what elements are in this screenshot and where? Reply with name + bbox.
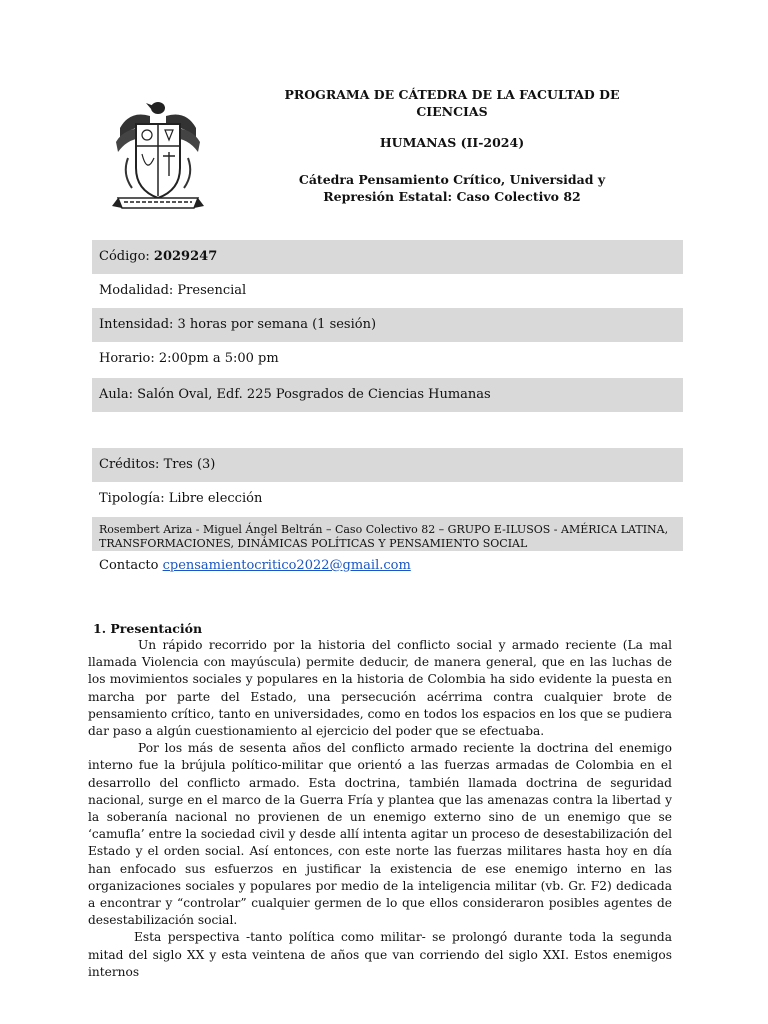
- info-row-codigo: [92, 240, 683, 274]
- info-row-horario: Horario: 2:00pm a 5:00 pm: [99, 351, 279, 366]
- info-row-contacto: [92, 556, 683, 576]
- paragraph-3: Esta perspectiva -tanto política como militar- se prolongó durante toda la segunda mitad del siglo XX y esta veintena de años que van corriendo del siglo XXI. Estos enemigos internos: [88, 930, 672, 979]
- paragraph-2: Por los más de sesenta años del conflicto armado reciente la doctrina del enemigo interno fue la brújula político-militar que orientó a las fuerzas armadas de Colombia en el desarrollo del conflicto armado. Esta doctrina, también llamada doctrina de seguridad nacional, surge en el marco de la Guerra Fría y plantea que las amenazas contra la libertad y la soberanía nacional no provienen de un enemigo externo sino de un enemigo que se ‘camufla’ entre la sociedad civil y desde allí intenta agitar un proceso de desestabilización del Estado y el orden social. Así entonces, con este norte las fuerzas militares hasta hoy en día han enfocado sus esfuerzos en justificar la existencia de ese enemigo interno en las organizaciones sociales y populares por medio de la inteligencia militar (vb. Gr. F2) dedicada a encontrar y “controlar” cualquier germen de lo que ellos consideraron posibles agentes de desestabilización social.: [88, 741, 672, 928]
- document-header: [262, 86, 642, 205]
- info-row-aula: Aula: Salón Oval, Edf. 225 Posgrados de Ciencias Humanas: [92, 378, 683, 412]
- course-subtitle: Cátedra Pensamiento Crítico, Universidad y Represión Estatal: Caso Colectivo 82: [298, 172, 606, 204]
- contacto-label: Contacto: [99, 558, 163, 573]
- contact-email-link[interactable]: cpensamientocritico2022@gmail.com: [162, 558, 411, 573]
- title-line-2: HUMANAS (II-2024): [379, 135, 525, 150]
- info-row-intensidad: Intensidad: 3 horas por semana (1 sesión): [92, 308, 683, 342]
- section-heading: 1. Presentación: [93, 621, 203, 636]
- codigo-value: 2029247: [153, 249, 218, 264]
- title-line-1: PROGRAMA DE CÁTEDRA DE LA FACULTAD DE CIENCIAS: [284, 87, 620, 119]
- info-row-modalidad: Modalidad: Presencial: [99, 283, 247, 298]
- university-seal-logo: [110, 98, 206, 218]
- info-row-tipologia: Tipología: Libre elección: [99, 491, 263, 506]
- paragraph-1: Un rápido recorrido por la historia del conflicto social y armado reciente (La mal llamada Violencia con mayúscula) permite deducir, de manera general, que en las luchas de los movimientos sociales y populares en la historia de Colombia ha sido evidente la puesta en marcha por parte del Estado, una persecución acérrima contra cualquier brote de pensamiento crítico, tanto en universidades, como en todos los espacios en los que se pudiera dar paso a algún cuestionamiento al ejercicio del poder que se efectuaba.: [88, 638, 672, 739]
- presentation-section: [88, 620, 672, 981]
- info-row-creditos: Créditos: Tres (3): [92, 448, 683, 482]
- info-row-docentes: Rosembert Ariza - Miguel Ángel Beltrán – Caso Colectivo 82 – GRUPO E-ILUSOS - AMÉRICA LATINA, TRANSFORMACIONES, DINÁMICAS POLÍTICAS Y PENSAMIENTO SOCIAL: [92, 517, 683, 551]
- codigo-label: Código:: [99, 249, 154, 264]
